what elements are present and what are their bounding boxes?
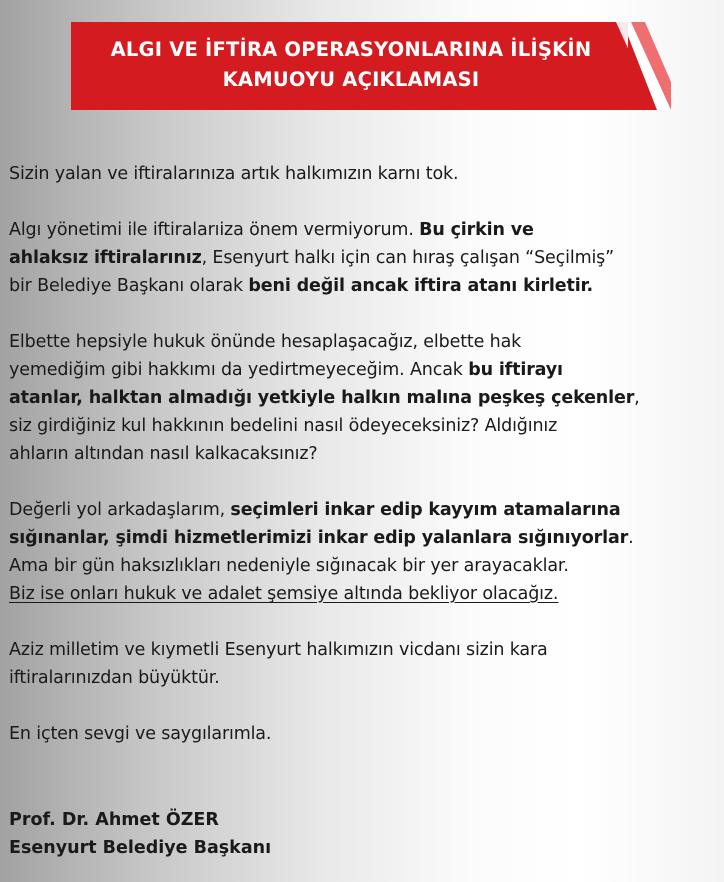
- p4-l2-text: .: [628, 528, 634, 548]
- page-title: [71, 35, 631, 95]
- p3-l2-bold: bu iftirayı: [468, 360, 563, 380]
- p3-line-3: [9, 384, 721, 412]
- signature-name: Prof. Dr. Ahmet ÖZER: [9, 810, 219, 830]
- p4-line-2: [9, 524, 721, 552]
- title-line-1: ALGI VE İFTİRA OPERASYONLARINA İLİŞKİN: [110, 38, 592, 61]
- p4-l4-underlined: Biz ise onları hukuk ve adalet şemsiye altında bekliyor olacağız.: [9, 584, 559, 604]
- p2-l3-bold: beni değil ancak iftira atanı kirletir.: [248, 276, 594, 296]
- p4-line-4: [9, 580, 721, 608]
- p4-line-3: Ama bir gün haksızlıkları nedeniyle sığınacak bir yer arayacaklar.: [9, 556, 569, 576]
- p6-line-1: En içten sevgi ve saygılarımla.: [9, 724, 272, 744]
- p4-l1-text: Değerli yol arkadaşlarım,: [9, 500, 231, 520]
- p2-line-2: [9, 244, 721, 272]
- p2-line-1: [9, 216, 721, 244]
- title-banner: [71, 22, 671, 110]
- p2-l2-bold: ahlaksız iftiralarınız: [9, 248, 202, 268]
- p3-line-4: siz girdiğiniz kul hakkının bedelini nasıl ödeyeceksiniz? Aldığınız: [9, 416, 558, 436]
- title-line-2: KAMUOYU AÇIKLAMASI: [222, 68, 480, 91]
- p2-l1-text: Algı yönetimi ile iftiralarıiza önem vermiyorum.: [9, 220, 420, 240]
- p3-l2-text: yemediğim gibi hakkımı da yedirtmeyeceğim. Ancak: [9, 360, 469, 380]
- signature-title: Esenyurt Belediye Başkanı: [9, 838, 272, 858]
- p2-l2-text: , Esenyurt halkı için can hıraş çalışan “Seçilmiş”: [201, 248, 615, 268]
- p1-line-1: Sizin yalan ve iftiralarınıza artık halkımızın karnı tok.: [9, 164, 459, 184]
- p3-line-5: ahların altından nasıl kalkacaksınız?: [9, 444, 318, 464]
- p4-line-1: [9, 496, 721, 524]
- p3-line-2: [9, 356, 721, 384]
- paragraph-6: [9, 720, 721, 748]
- p3-line-1: Elbette hepsiyle hukuk önünde hesaplaşacağız, elbette hak: [9, 332, 522, 352]
- paragraph-1: [9, 160, 721, 188]
- signature-block: [9, 806, 271, 862]
- p3-l3-bold: atanlar, halktan almadığı yetkiyle halkın malına peşkeş çekenler: [9, 388, 635, 408]
- paragraph-4: [9, 496, 721, 608]
- p2-l1-bold: Bu çirkin ve: [419, 220, 534, 240]
- paragraph-3: [9, 328, 721, 468]
- p3-l3-text: ,: [634, 388, 640, 408]
- p4-l2-bold: sığınanlar, şimdi hizmetlerimizi inkar edip yalanlara sığınıyorlar: [9, 528, 629, 548]
- statement-body: [9, 160, 721, 776]
- p2-line-3: [9, 272, 721, 300]
- p2-l3-text: bir Belediye Başkanı olarak: [9, 276, 249, 296]
- p4-l1-bold: seçimleri inkar edip kayyım atamalarına: [230, 500, 621, 520]
- p5-line-2: iftiralarınızdan büyüktür.: [9, 668, 220, 688]
- paragraph-2: [9, 216, 721, 300]
- p5-line-1: Aziz milletim ve kıymetli Esenyurt halkımızın vicdanı sizin kara: [9, 640, 548, 660]
- paragraph-5: [9, 636, 721, 692]
